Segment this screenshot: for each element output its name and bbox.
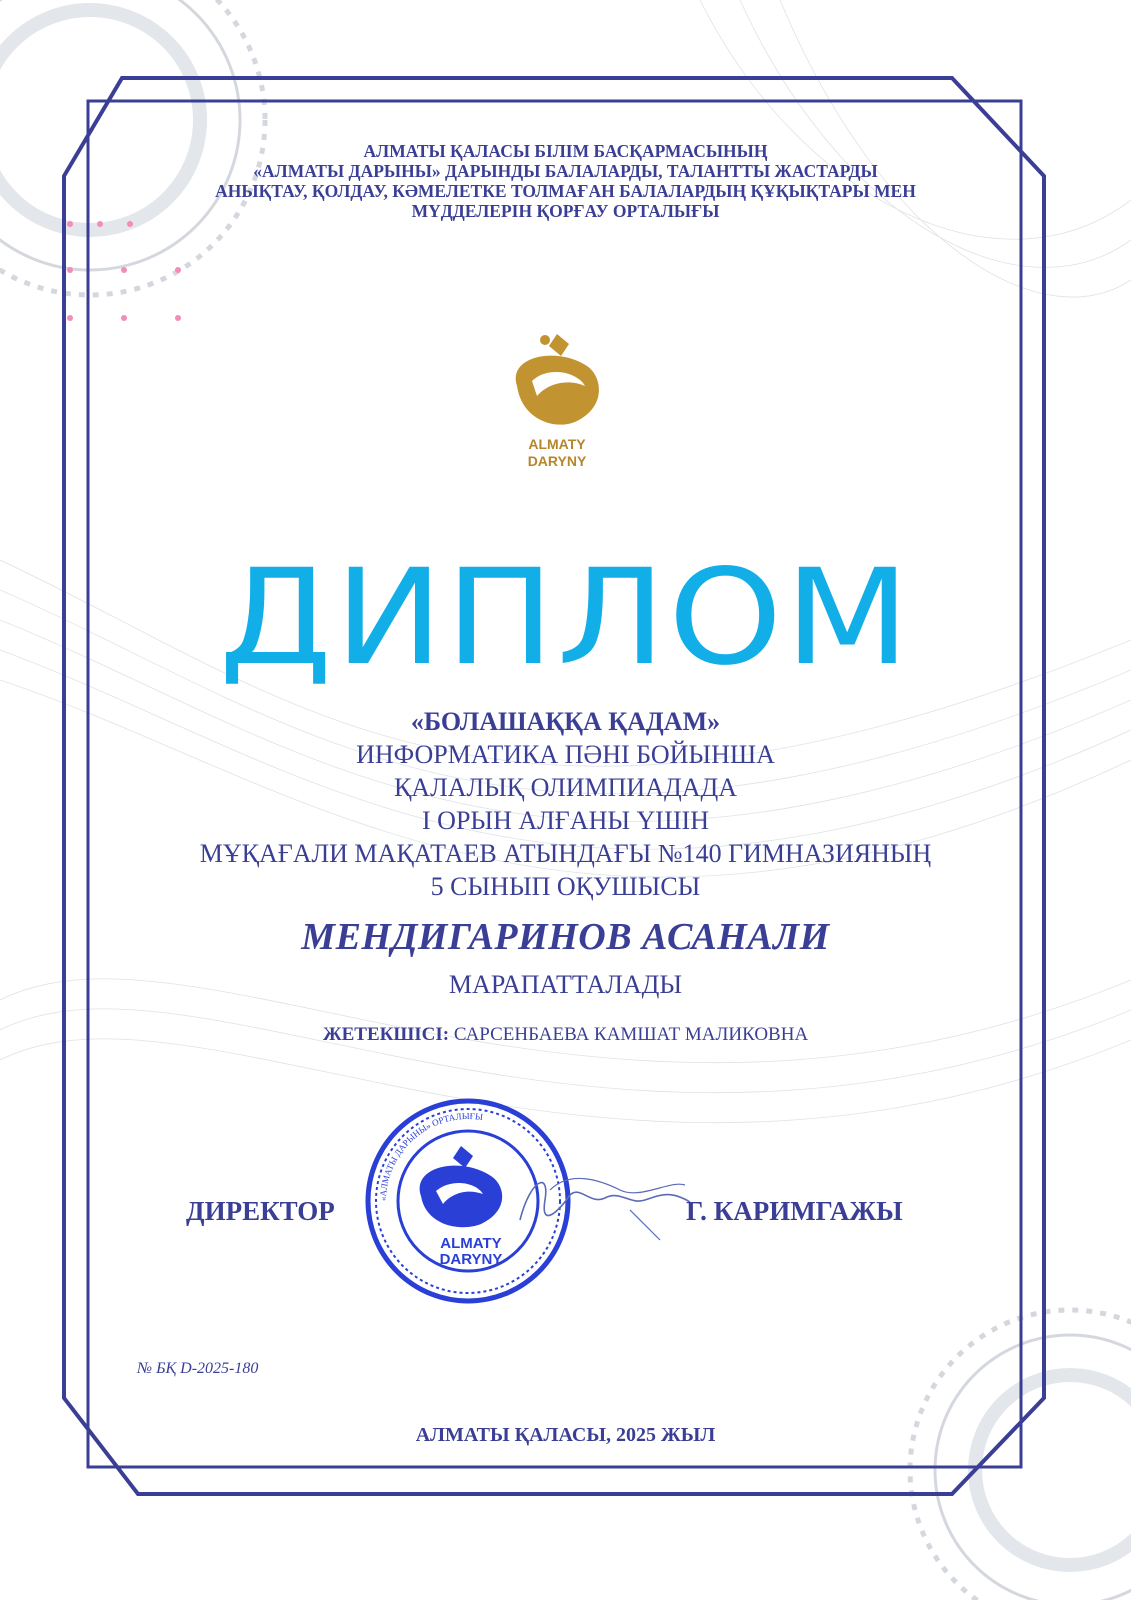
stamp-text-line: ALMATY [440,1235,502,1252]
org-line: АЛМАТЫ ҚАЛАСЫ БІЛІМ БАСҚАРМАСЫНЫҢ [363,141,768,161]
supervisor-name: САРСЕНБАЕВА КАМШАТ МАЛИКОВНА [453,1024,809,1045]
competition-name: «БОЛАШАҚҚА ҚАДАМ» [410,707,721,736]
logo-text-line: ALMATY [528,436,586,452]
logo-emblem-icon [497,326,617,436]
stamp-text-line: DARYNY [439,1251,503,1268]
director-name: Г. КАРИМГАЖЫ [686,1196,903,1226]
diploma-title: ДИПЛОМ [218,541,913,695]
document-number: № БҚ D-2025-180 [137,1360,259,1377]
award-line: 5 СЫНЫП ОҚУШЫСЫ [430,872,701,901]
award-line: I ОРЫН АЛҒАНЫ ҮШІН [422,806,709,835]
award-line: ҚАЛАЛЫҚ ОЛИМПИАДАДА [393,773,738,802]
awarded-text: МАРАПАТТАЛАДЫ [448,970,683,999]
stamp-ring-text: «АЛМАТЫ ДАРЫНЫ» ОРТАЛЫҒЫ [377,1110,484,1202]
organization-header [0,141,1131,221]
org-line: МҮДДЕЛЕРІН ҚОРҒАУ ОРТАЛЫҒЫ [411,201,720,221]
org-line: АНЫҚТАУ, ҚОЛДАУ, КӘМЕЛЕТКЕ ТОЛМАҒАН БАЛАЛАРДЫҢ ҚҰҚЫҚТАРЫ МЕН [215,181,916,201]
award-line: ИНФОРМАТИКА ПӘНІ БОЙЫНША [356,740,775,769]
recipient-name: МЕНДИГАРИНОВ АСАНАЛИ [301,916,830,958]
city-year: АЛМАТЫ ҚАЛАСЫ, 2025 ЖЫЛ [415,1424,716,1446]
supervisor [0,1024,1131,1046]
award-line: МҰҚАҒАЛИ МАҚАТАЕВ АТЫНДАҒЫ №140 ГИМНАЗИЯНЫҢ [199,839,932,868]
logo-text-line: DARYNY [527,453,587,469]
org-line: «АЛМАТЫ ДАРЫНЫ» ДАРЫНДЫ БАЛАЛАРДЫ, ТАЛАНТТЫ ЖАСТАРДЫ [253,161,878,181]
award-description [0,705,1131,903]
almaty-daryny-logo [497,326,617,486]
signature-icon [510,1160,700,1250]
supervisor-label: ЖЕТЕКШІСІ: [322,1024,450,1045]
director-label: ДИРЕКТОР [186,1196,335,1226]
